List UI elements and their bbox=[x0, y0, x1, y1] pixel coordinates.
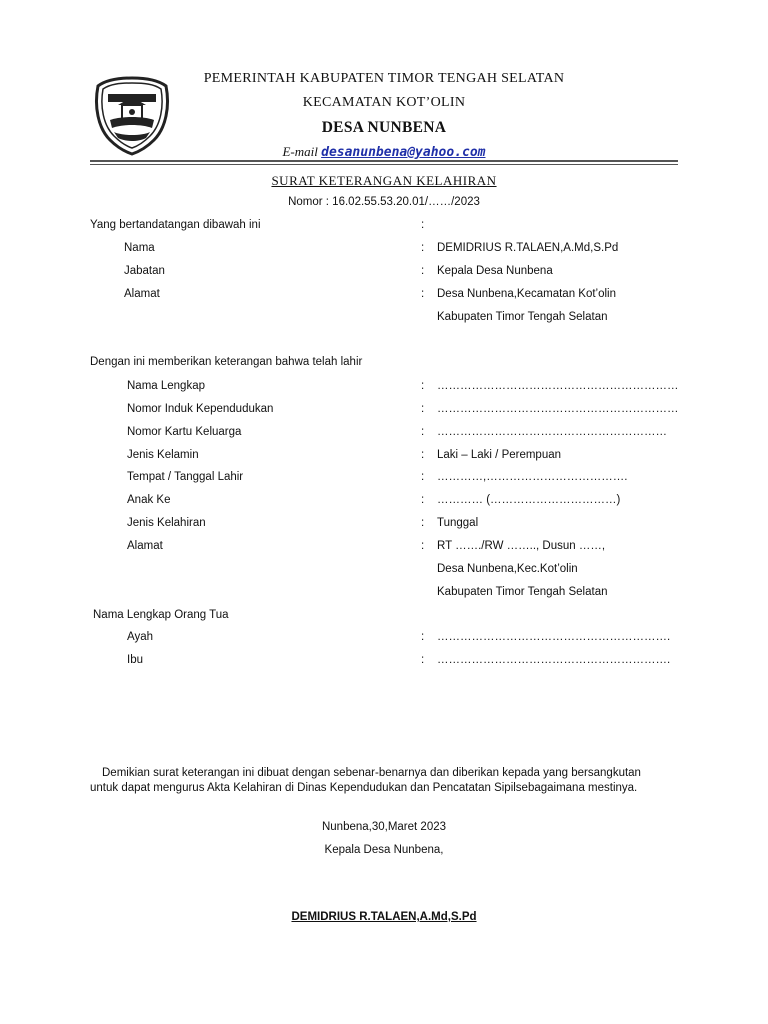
mother-colon: : bbox=[421, 654, 425, 666]
child-kk-value: …………………………………………………… bbox=[437, 426, 667, 438]
parents-heading: Nama Lengkap Orang Tua bbox=[93, 609, 229, 621]
mother-label: Ibu bbox=[127, 654, 143, 666]
child-nik-label: Nomor Induk Kependudukan bbox=[127, 403, 274, 415]
signatory-position-label: Jabatan bbox=[124, 265, 165, 277]
father-label: Ayah bbox=[127, 631, 154, 643]
child-nik-value: ……………………………………………………… bbox=[437, 403, 679, 415]
child-order-label: Anak Ke bbox=[127, 494, 171, 506]
signatory-intro: Yang bertandatangan dibawah ini bbox=[90, 219, 261, 231]
signatory-position-value: Kepala Desa Nunbena bbox=[437, 265, 553, 277]
email-link[interactable]: desanunbena@yahoo.com bbox=[321, 145, 486, 160]
signatory-address-line2: Kabupaten Timor Tengah Selatan bbox=[437, 311, 608, 323]
child-birthplace-date-colon: : bbox=[421, 471, 425, 483]
child-birth-type-value: Tunggal bbox=[437, 517, 479, 529]
signatory-position-colon: : bbox=[421, 265, 425, 277]
child-order-colon: : bbox=[421, 494, 425, 506]
child-address-line3: Kabupaten Timor Tengah Selatan bbox=[437, 586, 608, 598]
child-address-label: Alamat bbox=[127, 540, 163, 552]
father-value: ……………………………………………………. bbox=[437, 631, 671, 643]
signatory-intro-colon: : bbox=[421, 219, 425, 231]
mother-value: ……………………………………………………. bbox=[437, 654, 671, 666]
child-full-name-value: ……………………………………………………… bbox=[437, 380, 679, 392]
header-email-line bbox=[0, 144, 768, 160]
child-birthplace-date-value: …………,………………………………. bbox=[437, 471, 628, 483]
child-intro: Dengan ini memberikan keterangan bahwa telah lahir bbox=[90, 356, 363, 368]
place-date: Nunbena,30,Maret 2023 bbox=[321, 821, 447, 833]
signatory-address-label: Alamat bbox=[124, 288, 160, 300]
child-full-name-colon: : bbox=[421, 380, 425, 392]
child-nik-colon: : bbox=[421, 403, 425, 415]
signer-name: DEMIDRIUS R.TALAEN,A.Md,S.Pd bbox=[291, 911, 477, 923]
signatory-name-label: Nama bbox=[124, 242, 155, 254]
signatory-name-value: DEMIDRIUS R.TALAEN,A.Md,S.Pd bbox=[437, 242, 619, 254]
child-birth-type-colon: : bbox=[421, 517, 425, 529]
child-kk-colon: : bbox=[421, 426, 425, 438]
child-kk-label: Nomor Kartu Keluarga bbox=[127, 426, 242, 438]
child-birthplace-date-label: Tempat / Tanggal Lahir bbox=[127, 471, 244, 483]
header-village-name: DESA NUNBENA bbox=[321, 119, 447, 136]
header-district-name: KECAMATAN KOT’OLIN bbox=[302, 95, 466, 110]
child-birth-type-label: Jenis Kelahiran bbox=[127, 517, 206, 529]
child-address-line2: Desa Nunbena,Kec.Kot’olin bbox=[437, 563, 578, 575]
child-address-colon: : bbox=[421, 540, 425, 552]
child-gender-label: Jenis Kelamin bbox=[127, 449, 199, 461]
child-gender-value: Laki – Laki / Perempuan bbox=[437, 449, 562, 461]
header-government-name: PEMERINTAH KABUPATEN TIMOR TENGAH SELATAN bbox=[203, 71, 565, 86]
signatory-address-colon: : bbox=[421, 288, 425, 300]
child-address-value: RT ……./RW …….., Dusun ……, bbox=[437, 540, 606, 552]
signatory-address-value: Desa Nunbena,Kecamatan Kot’olin bbox=[437, 288, 617, 300]
father-colon: : bbox=[421, 631, 425, 643]
header-divider-thick bbox=[90, 160, 678, 162]
closing-paragraph: Demikian surat keterangan ini dibuat dengan sebenar-benarnya dan diberikan kepada yang bersangkutan untuk dapat mengurus Akta Kelahiran di Dinas Kependudukan dan Pencatatan Sipilsebagaimana mestinya. bbox=[90, 767, 641, 794]
letter-number: Nomor : 16.02.55.53.20.01/……/2023 bbox=[288, 196, 480, 208]
child-order-value: ………… (……………………………) bbox=[437, 494, 621, 506]
child-full-name-label: Nama Lengkap bbox=[127, 380, 205, 392]
signer-position: Kepala Desa Nunbena, bbox=[324, 844, 444, 856]
letter-title: SURAT KETERANGAN KELAHIRAN bbox=[271, 173, 497, 188]
header-divider-thin bbox=[90, 164, 678, 165]
child-gender-colon: : bbox=[421, 449, 425, 461]
signatory-name-colon: : bbox=[421, 242, 425, 254]
email-label: E-mail bbox=[282, 144, 322, 159]
